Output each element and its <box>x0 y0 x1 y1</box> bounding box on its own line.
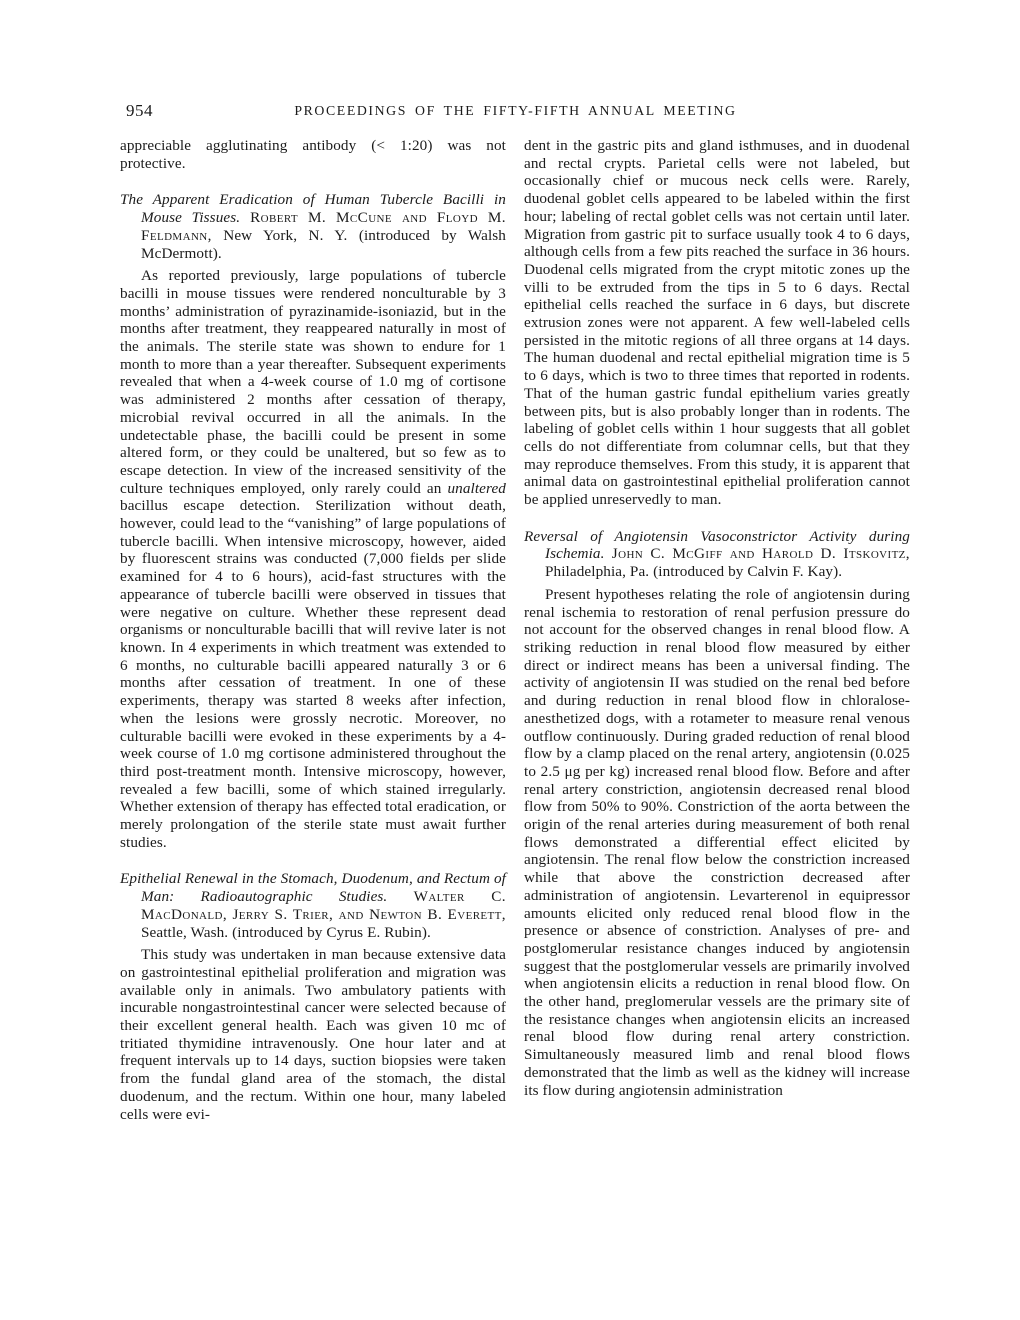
right-column <box>524 137 910 1123</box>
abstract-2-body: This study was undertaken in man because extensive data on gastrointestinal epithelial proliferation and migration was available only in animals. Two ambulatory patients with incurable nongastrointestinal cancer were selected because of their excellent general health. Each was given 10 mc of tritiated thymidine intravenously. One hour later and at frequent intervals up to 14 days, suction biopsies were taken from the fundal gland area of the stomach, the distal duodenum, and the rectum. Within one hour, many labeled cells were evi- <box>120 946 506 1123</box>
abstract-1-title: The Apparent Eradication of Human Tubercle Bacilli in Mouse Tissues. <box>120 191 506 227</box>
abstract-1-text-post: bacillus escape detection. Sterilization without death, however, could lead to the “vanishing” of large populations of tubercle bacilli. When intensive microscopy, however, aided by fluorescent strains was conducted (7,000 fields per slide examined for 4 to 6 hours), acid-fast structures with the appearance of tubercle bacilli were observed in tissues that were negative on culture. Whether these represent dead organisms or nonculturable bacilli that will revive later is not known. In 4 experiments in which treatment was extended to 6 months, no culturable bacilli appeared naturally 3 or 6 months after cessation of treatment. In one of these experiments, therapy was started 8 weeks after infection, when the lesions were grossly necrotic. Moreover, no culturable bacilli were evoked in these experiments by a 4-week course of 1.0 mg cortisone administered throughout the third post-treatment month. Intensive microscopy, however, revealed a few bacilli, some of which stained irregularly. Whether extension of therapy has effected total eradication, or merely prolongation of the sterile state must await further studies. <box>120 497 506 851</box>
running-head: PROCEEDINGS OF THE FIFTY-FIFTH ANNUAL MEETING <box>294 103 737 118</box>
continuation-paragraph: appreciable agglutinating antibody (< 1:20) was not protective. <box>120 137 506 172</box>
page-header <box>120 101 911 123</box>
abstract-3-title: Reversal of Angiotensin Vasoconstrictor Activity during Ischemia. <box>524 527 910 563</box>
abstract-1-affiliation: New York, N. Y. (introduced by Walsh McDermott). <box>141 226 506 262</box>
continuation-paragraph: dent in the gastric pits and gland isthmuses, and in duodenal and rectal crypts. Parietal cells were not labeled, but occasionally chief or mucous neck cells were. Rarely, duodenal goblet cells appeared to be labeled within the first hour; labeling of rectal goblet cells was not certain until later. Migration from gastric pit to surface usually took 4 to 6 days, although cells from a few pits reached the surface in 36 hours. Duodenal cells migrated from the crypt mitotic zones up the villi to be extruded from the tips in 5 to 6 days. Rectal epithelial cells reached the surface in 6 days, but discrete extrusion zones were not apparent. A few well-labeled cells persisted in the mitotic regions of all three organs at 14 days. The human duodenal and rectal epithelial migration time is 5 to 6 days, which is two to three times that reported in rodents. That of the human gastric fundal epithelium varies greatly between pits, but is also probably longer than in rodents. The labeling of goblet cells within 1 hour suggests that all goblet cells do not differentiate from columnar cells, but that they may reproduce themselves. From this study, it is apparent that animal data on gastrointestinal epithelial proliferation cannot be applied unreservedly to man. <box>524 137 910 509</box>
text-columns <box>120 137 911 1123</box>
abstract-heading-2 <box>120 870 506 941</box>
abstract-2-affiliation: Seattle, Wash. (introduced by Cyrus E. Rubin). <box>141 923 431 941</box>
abstract-2-authors: Walter C. MacDonald, Jerry S. Trier, and Newton B. Everett, <box>141 888 507 923</box>
page-number: 954 <box>126 101 153 120</box>
abstract-heading-3 <box>524 528 910 581</box>
abstract-1-authors: Robert M. McCune and Floyd M. Feldmann, <box>141 209 506 244</box>
abstract-3-authors: John C. McGiff and Harold D. Itskovitz, <box>604 545 910 563</box>
abstract-3-affiliation: Philadelphia, Pa. (introduced by Calvin F. Kay). <box>545 563 843 581</box>
abstract-1-body <box>120 267 506 851</box>
abstract-heading-1 <box>120 191 506 262</box>
abstract-2-title: Epithelial Renewal in the Stomach, Duodenum, and Rectum of Man: Radioautographic Studies. <box>120 870 506 906</box>
abstract-1-text-pre: As reported previously, large populations of tubercle bacilli in mouse tissues were rendered nonculturable by 3 months’ administration of pyrazinamide-isoniazid, but in the months after treatment, they reappeared naturally in most of the animals. The sterile state was shown to endure for 1 month to more than a year thereafter. Subsequent experiments revealed that when a 4-week course of 1.0 mg of cortisone was administered 2 months after cessation of therapy, microbial revival occurred in all the animals. In the undetectable phase, the bacilli could be present in some altered form, or they could be unaltered, but so few as to escape detection. In view of the increased sensitivity of the culture techniques employed, only rarely could an <box>120 267 506 497</box>
left-column <box>120 137 506 1123</box>
abstract-1-italic-word: unaltered <box>447 479 506 497</box>
abstract-3-body: Present hypotheses relating the role of angiotensin during renal ischemia to restoration of renal perfusion pressure do not account for the observed changes in renal blood flow. A striking reduction in renal blood flow measured by either direct or indirect means has been a universal finding. The activity of angiotensin II was studied on the renal bed before and during reduction in renal blood flow in chloralose-anesthetized dogs, with a rotameter to measure renal venous outflow continuously. During graded reduction of renal blood flow by a clamp placed on the renal artery, angiotensin (0.025 to 2.5 μg per kg) increased renal blood flow. Before and after renal artery constriction, angiotensin decreased renal blood flow from 50% to 90%. Constriction of the aorta between the origin of the renal arteries during measurement of both renal flows demonstrated a differential effect elicited by angiotensin. The renal flow below the constriction increased while that above the constriction decreased after administration of angiotensin. Levarterenol in equipressor amounts elicited only reduced renal blood flow in the presence or absence of constriction. Analyses of pre- and postglomerular resistance changes induced by angiotensin suggest that the postglomerular vessels are primarily involved when angiotensin elicits a reduction in renal blood flow. On the other hand, preglomerular vessels are the primary site of the resistance changes when angiotensin elicits an increased renal blood flow during renal artery constriction. Simultaneously measured limb and renal blood flows demonstrated that the limb as well as the kidney will increase its flow during angiotensin administration <box>524 585 910 1099</box>
